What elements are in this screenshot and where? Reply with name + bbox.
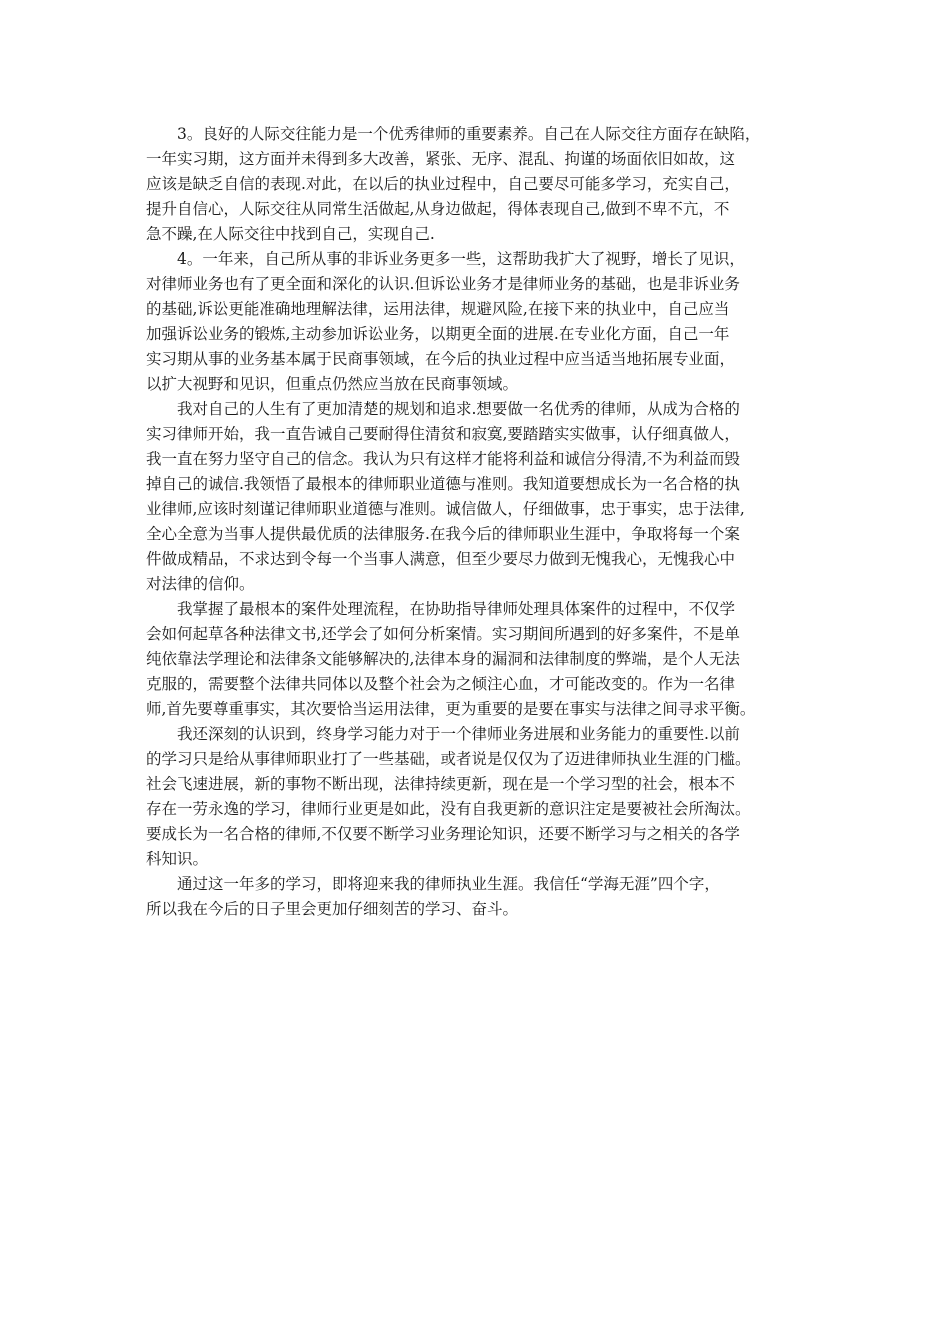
text-line: 会如何起草各种法律文书,还学会了如何分析案情。实习期间所遇到的好多案件，不是单 [146,625,740,643]
text-line: 所以我在今后的日子里会更加仔细刻苦的学习、奋斗。 [146,900,519,918]
text-line: 实习期从事的业务基本属于民商事领域，在今后的执业过程中应当适当地拓展专业面， [146,350,736,368]
text-line: 通过这一年多的学习，即将迎来我的律师执业生涯。我信任“学海无涯”四个字， [177,875,720,893]
paragraph-case-process [146,597,822,722]
text-line: 我还深刻的认识到，终身学习能力对于一个律师业务进展和业务能力的重要性.以前 [177,725,740,743]
text-line: 我掌握了最根本的案件处理流程，在协助指导律师处理具体案件的过程中，不仅学 [177,600,736,618]
text-line: 科知识。 [146,850,209,868]
text-line: 件做成精品，不求达到令每一个当事人满意，但至少要尽力做到无愧我心，无愧我心中 [146,550,736,568]
text-line: 我一直在努力坚守自己的信念。我认为只有这样才能将利益和诚信分得清,不为利益而毁 [146,450,740,468]
text-line: 师,首先要尊重事实，其次要恰当运用法律，更为重要的是要在事实与法律之间寻求平衡。 [146,700,756,718]
text-line: 的学习只是给从事律师职业打了一些基础，或者说是仅仅为了迈进律师执业生涯的门槛。 [146,750,751,768]
text-line: 的基础,诉讼更能准确地理解法律，运用法律，规避风险,在接下来的执业中，自己应当 [146,300,730,318]
text-line: 克服的，需要整个法律共同体以及整个社会为之倾注心血，才可能改变的。作为一名律 [146,675,736,693]
text-line: 存在一劳永逸的学习，律师行业更是如此，没有自我更新的意识注定是要被社会所淘汰。 [146,800,751,818]
paragraph-lifelong-learning [146,722,822,872]
paragraph-litigation [146,247,822,397]
paragraph-life-plan [146,397,822,597]
text-line: 业律师,应该时刻谨记律师职业道德与准则。诚信做人，仔细做事，忠于事实，忠于法律, [146,500,745,518]
document-body [146,122,822,922]
text-line: 掉自己的诚信.我领悟了最根本的律师职业道德与准则。我知道要想成长为一名合格的执 [146,475,740,493]
text-line: 3。良好的人际交往能力是一个优秀律师的重要素养。自己在人际交往方面存在缺陷， [177,125,761,143]
text-line: 纯依靠法学理论和法律条文能够解决的,法律本身的漏洞和法律制度的弊端，是个人无法 [146,650,740,668]
text-line: 加强诉讼业务的锻炼,主动参加诉讼业务，以期更全面的进展.在专业化方面，自己一年 [146,325,730,343]
text-line: 我对自己的人生有了更加清楚的规划和追求.想要做一名优秀的律师，从成为合格的 [177,400,740,418]
text-line: 对律师业务也有了更全面和深化的认识.但诉讼业务才是律师业务的基础，也是非诉业务 [146,275,740,293]
paragraph-conclusion [146,872,822,922]
text-line: 全心全意为当事人提供最优质的法律服务.在我今后的律师职业生涯中，争取将每一个案 [146,525,740,543]
text-line: 要成长为一名合格的律师,不仅要不断学习业务理论知识，还要不断学习与之相关的各学 [146,825,740,843]
text-line: 应该是缺乏自信的表现.对此，在以后的执业过程中，自己要尽可能多学习，充实自己， [146,175,740,193]
text-line: 4。一年来，自己所从事的非诉业务更多一些，这帮助我扩大了视野，增长了见识， [177,250,745,268]
text-line: 提升自信心，人际交往从同常生活做起,从身边做起，得体表现自己,做到不卑不亢，不 [146,200,730,218]
text-line: 实习律师开始，我一直告诫自己要耐得住清贫和寂寞,要踏踏实实做事，认仔细真做人， [146,425,740,443]
text-line: 以扩大视野和见识，但重点仍然应当放在民商事领域。 [146,375,519,393]
text-line: 社会飞速进展，新的事物不断出现，法律持续更新，现在是一个学习型的社会，根本不 [146,775,736,793]
text-line: 急不躁,在人际交往中找到自己，实现自己. [146,225,435,243]
paragraph-interpersonal [146,122,822,247]
text-line: 对法律的信仰。 [146,575,255,593]
text-line: 一年实习期，这方面并未得到多大改善，紧张、无序、混乱、拘谨的场面依旧如故，这 [146,150,736,168]
